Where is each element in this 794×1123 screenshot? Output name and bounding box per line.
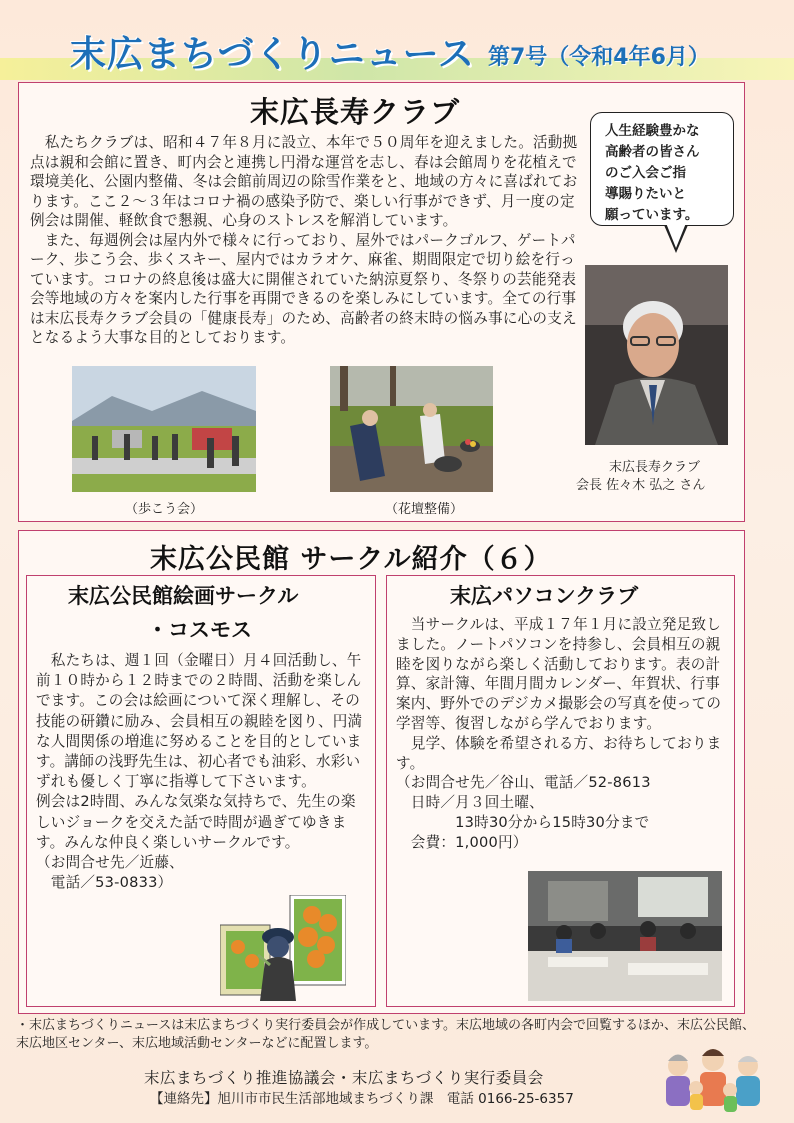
portrait-photo: [585, 265, 728, 445]
club-paragraph-1: 私たちクラブは、昭和４７年８月に設立、本年で５０周年を迎えました。活動拠点は親和会館に置き、町内会と連携し円滑な運営を志し、春は会館周りを花植えで環境美化、公園内整備、冬は会館前周辺の除雪作業をと、地域の方々に喜ばれております。ここ２～３年はコロナ禍の感染予防で、楽しい行事ができず、月一度の定例会は開催、軽飲食で懇親、心身のストレスを解消しています。: [30, 134, 578, 229]
newsletter-title: 末広まちづくりニュース: [70, 34, 475, 75]
painting-circle-title: 末広公民館絵画サークル: [68, 584, 299, 608]
bubble-line: 人生経験豊かな: [605, 123, 700, 139]
speech-bubble: [590, 112, 734, 226]
pc-schedule-1: 日時／月３回土曜、: [396, 794, 544, 812]
portrait-caption-name: 会長 佐々木 弘之 さん: [576, 478, 706, 493]
issue-number: 第7号（令和4年6月）: [488, 45, 710, 70]
pc-schedule-2: 13時30分から15時30分まで: [396, 813, 650, 831]
painting-circle-text: [36, 651, 370, 893]
community-illustration: [658, 1036, 768, 1116]
painting-circle-subtitle: ・コスモス: [147, 618, 252, 642]
footer-organization: 末広まちづくり推進協議会・末広まちづくり実行委員会: [144, 1069, 544, 1087]
pc-club-text: [396, 615, 728, 853]
footer-contact: 【連絡先】旭川市市民生活部地域まちづくり課 電話 0166-25-6357: [150, 1091, 574, 1107]
pc-contact: （お問合せ先／谷山、電話／52-8613: [396, 774, 651, 792]
painting-contact-1: （お問合せ先／近藤、: [36, 854, 184, 872]
flowerbed-photo: [330, 366, 493, 492]
painting-paragraph-1: 私たちは、週１回（金曜日）月４回活動し、午前１０時から１２時までの２時間、活動を楽しんでます。この会は絵画について深く理解し、その技能の研鑽に励み、会員相互の親睦を図り、円満な人間関係の増進に努めることを目的としています。講師の浅野先生は、初心者でも油彩、水彩いずれも優しく丁寧に指導して下さいます。: [36, 652, 363, 791]
circles-heading: 末広公民館 サークル紹介（６）: [150, 544, 552, 575]
flowerbed-caption: （花壇整備）: [385, 502, 464, 517]
club-heading: 末広長寿クラブ: [250, 95, 461, 129]
masthead: [70, 26, 770, 74]
painting-paragraph-2: 例会は2時間、みんな気楽な気持ちで、先生の楽しいジョークを交えた話で時間が過ぎてゆきます。みんな仲良く楽しいサークルです。: [36, 793, 356, 851]
portrait-caption-title: 末広長寿クラブ: [609, 460, 701, 475]
classroom-photo: [528, 871, 722, 1001]
footer-note: ・末広まちづくりニュースは末広まちづくり実行委員会が作成しています。末広地域の各町内会で回覧するほか、末広公民館、末広地区センター、末広地域活動センターなどに配置します。: [16, 1018, 756, 1051]
bubble-line: 高齢者の皆さん: [605, 144, 700, 160]
pc-paragraph-1: 当サークルは、平成１７年１月に設立発足致しました。ノートパソコンを持参し、会員相互の親睦を図りながら楽しく活動しております。表の計算、家計簿、年間月間カレンダー、年賀状、行事案内、野外でのデジカメ撮影会の写真を使っての学習等、復習しながら学んでおります。: [396, 616, 722, 732]
pc-paragraph-2: 見学、体験を希望される方、お待ちしております。: [396, 734, 722, 772]
pc-club-title: 末広パソコンクラブ: [450, 584, 639, 608]
pc-fee: 会費：1,000円）: [396, 833, 528, 851]
bubble-tail-fill: [666, 223, 686, 248]
walking-photo: [72, 366, 256, 492]
painter-illustration: [220, 895, 346, 1001]
painting-contact-2: 電話／53-0833）: [36, 874, 173, 892]
bubble-line: 願っています。: [605, 207, 699, 223]
bubble-line: のご入会ご指: [605, 165, 686, 181]
bubble-line: 導賜りたいと: [605, 186, 686, 202]
club-paragraph-2: また、毎週例会は屋内外で様々に行っており、屋外ではパークゴルフ、ゲートパーク、歩こう会、歩くスキー、屋内ではカラオケ、麻雀、期間限定で切り絵を行っています。コロナの終息後は盛大に開催されていた納涼夏祭り、冬祭りの芸能発表会等地域の方々を案内した行事を再開できるのを楽しみにしています。全ての行事は末広長寿クラブ会員の「健康長寿」のため、高齢者の終末時の悩み事に心の支えとなるよう大事な目的としております。: [30, 231, 577, 346]
walking-caption: （歩こう会）: [125, 502, 204, 517]
club-article: [30, 133, 578, 348]
